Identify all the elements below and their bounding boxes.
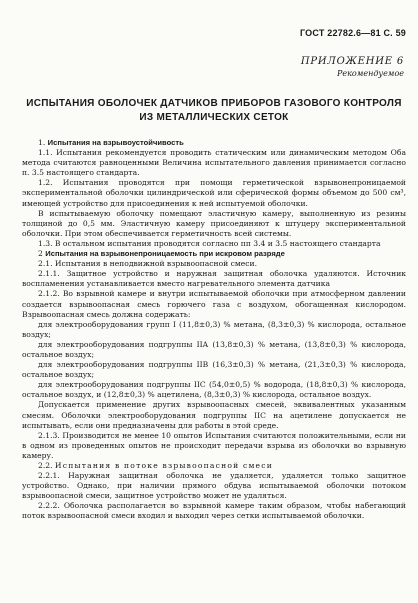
paragraph-2-1-2: 2.1.2. Во взрывной камере и внутри испытываемой оболочки при атмосферном давлении создается взрывоопасная смесь горючего газа с воздухом, обогащенная кислородом. Взрывоопасная смесь должна содержать: <box>22 289 406 319</box>
page-header: ГОСТ 22782.6—81 С. 59 <box>299 28 406 38</box>
paragraph-1-3: 1.3. В остальном испытания проводятся согласно пп 3.4 и 3.5 настоящего стандарта <box>38 238 381 248</box>
paragraph-2-2-2: 2.2.2. Оболочка располагается во взрывной камере таким образом, чтобы набегающий поток взрывоопасной смеси входил и выходил через сетки испытываемой оболочки. <box>22 501 406 521</box>
mixture-subgroup-iib: для электрооборудования подгруппы IIB (16,3±0,3) % метана, (21,3±0,3) % кислорода, остальное воздух; <box>22 360 406 380</box>
appendix-label <box>301 56 404 80</box>
paragraph-2-1-1: 2.1.1. Защитное устройство и наружная защитная оболочка удаляются. Источник воспламенения устанавливается вместо нагревательного элемента датчика <box>22 269 406 289</box>
title-line-2: ИЗ МЕТАЛЛИЧЕСКИХ СЕТОК <box>139 112 289 123</box>
paragraph-1-1: 1.1. Испытания рекомендуется проводить статическим или динамическим методом Оба метода считаются равноценными Величина испытательного давления принимается согласно п. 3.5 настоящего стандарта. <box>22 148 406 178</box>
document-body <box>22 138 406 522</box>
mixture-group-i: для электрооборудования групп I (11,8±0,3) % метана, (8,3±0,3) % кислорода, остальное воздух; <box>22 319 406 339</box>
paragraph-2-2: 2.2. Испытания в потоке взрывоопасной смеси <box>38 461 273 470</box>
mixture-subgroup-iic: для электрооборудования подгруппы IIC (54,0±0,5) % водорода, (18,8±0,3) % кислорода, остальное воздух, и (12,8±0,3) % ацетилена, (8,3±0,3) % кислорода, остальное воздух. <box>22 380 406 400</box>
paragraph-2-1: 2.1. Испытания в неподвижной взрывоопасной смеси. <box>38 259 257 269</box>
title-line-1: ИСПЫТАНИЯ ОБОЛОЧЕК ДАТЧИКОВ ПРИБОРОВ ГАЗОВОГО КОНТРОЛЯ <box>26 98 402 109</box>
paragraph-2-2-1: 2.2.1. Наружная защитная оболочка не удаляется, удаляется только защитное устройство. Однако, при наличии прямого обдува испытываемой оболочки потоком взрывоопасной смеси, защитное устройство может не удаляться. <box>22 471 406 501</box>
section-heading-1: 1. Испытания на взрывоустойчивость <box>38 138 184 147</box>
document-title <box>22 97 406 125</box>
appendix-title: ПРИЛОЖЕНИЕ 6 <box>300 56 404 67</box>
paragraph-1-2b: В испытываемую оболочку помещают эластичную камеру, выполненную из резины толщиной до 0,5 мм. Эластичную камеру присоединяют к штуцеру экспериментальной оболочки. При этом обеспечивается герметичность всей системы. <box>22 208 406 238</box>
paragraph-permission: Допускается применение других взрывоопасных смесей, эквивалентных указанным смесям. Оболочки электрооборудования подгруппы IIC на ацетилене допускается не испытывать, если они предназначены для работы в этой среде. <box>22 400 406 430</box>
appendix-subtitle: Рекомендуемое <box>337 69 404 78</box>
paragraph-1-2: 1.2. Испытания проводятся при помощи герметической взрывонепроницаемой экспериментальной оболочки цилиндрической или сферической формы объемом до 500 см³, имеющей устройство для присоединения к ней испытуемой оболочки. <box>22 178 406 208</box>
paragraph-2-1-3: 2.1.3. Производится не менее 10 опытов Испытания считаются положительными, если ни в одном из проведенных опытов не происходит передачи взрыва из оболочки во взрывную камеру. <box>22 430 406 460</box>
section-heading-2: 2 Испытания на взрывонепроницаемость при искровом разряде <box>38 249 285 259</box>
mixture-subgroup-iia: для электрооборудования подгруппы IIA (13,8±0,3) % метана, (13,8±0,3) % кислорода, остальное воздух; <box>22 339 406 359</box>
